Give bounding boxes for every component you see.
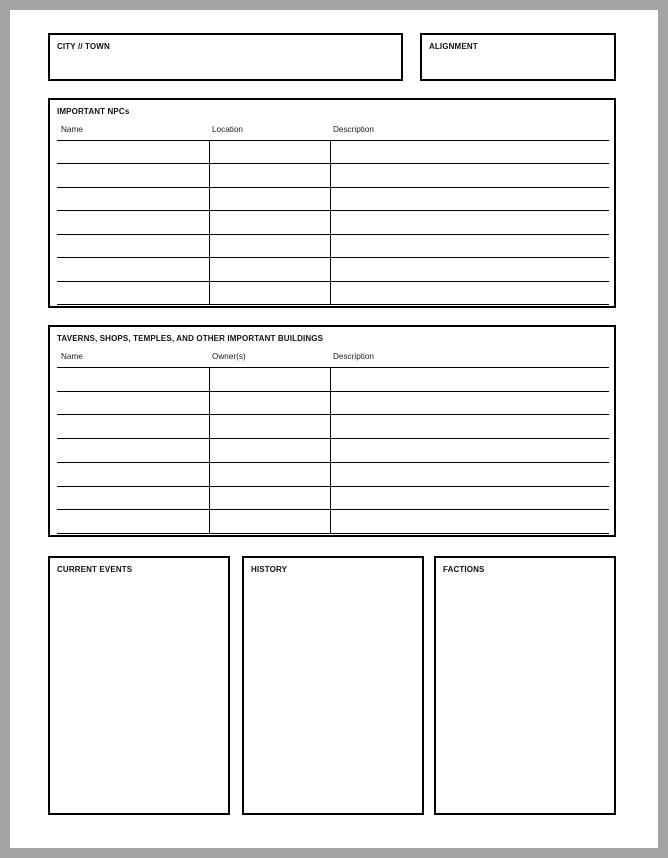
table-row[interactable] bbox=[57, 486, 609, 487]
table-row[interactable] bbox=[57, 304, 609, 305]
important-npcs-label: IMPORTANT NPCs bbox=[57, 106, 130, 116]
header-underline bbox=[57, 367, 609, 368]
npc-column-header-name: Name bbox=[61, 125, 83, 134]
table-row[interactable] bbox=[57, 163, 609, 164]
sheet-page bbox=[10, 10, 658, 848]
buildings-column-header-description: Description bbox=[333, 352, 374, 361]
factions-panel[interactable] bbox=[434, 556, 616, 815]
buildings-column-header-name: Name bbox=[61, 352, 83, 361]
table-row[interactable] bbox=[57, 210, 609, 211]
important-npcs-table bbox=[57, 122, 609, 304]
buildings-label: TAVERNS, SHOPS, TEMPLES, AND OTHER IMPORTANT BUILDINGS bbox=[57, 333, 324, 343]
table-row[interactable] bbox=[57, 438, 609, 439]
important-npcs-section bbox=[48, 98, 616, 308]
city-town-field[interactable] bbox=[48, 33, 403, 81]
current-events-label: CURRENT EVENTS bbox=[57, 564, 133, 574]
buildings-table-grid[interactable] bbox=[57, 367, 609, 533]
alignment-label: ALIGNMENT bbox=[429, 41, 478, 51]
buildings-table bbox=[57, 349, 609, 533]
alignment-field[interactable] bbox=[420, 33, 616, 81]
table-row[interactable] bbox=[57, 187, 609, 188]
npc-column-header-location: Location bbox=[212, 125, 243, 134]
table-row[interactable] bbox=[57, 509, 609, 510]
npc-column-headers bbox=[57, 122, 609, 140]
table-row[interactable] bbox=[57, 281, 609, 282]
factions-label: FACTIONS bbox=[443, 564, 485, 574]
header-underline bbox=[57, 140, 609, 141]
table-row[interactable] bbox=[57, 391, 609, 392]
npc-table-grid[interactable] bbox=[57, 140, 609, 304]
current-events-panel[interactable] bbox=[48, 556, 230, 815]
table-row[interactable] bbox=[57, 462, 609, 463]
table-row[interactable] bbox=[57, 533, 609, 534]
table-row[interactable] bbox=[57, 234, 609, 235]
buildings-section bbox=[48, 325, 616, 537]
buildings-column-header-owners: Owner(s) bbox=[212, 352, 246, 361]
npc-column-header-description: Description bbox=[333, 125, 374, 134]
history-panel[interactable] bbox=[242, 556, 424, 815]
table-row[interactable] bbox=[57, 414, 609, 415]
column-divider-2 bbox=[330, 140, 331, 304]
table-row[interactable] bbox=[57, 257, 609, 258]
history-label: HISTORY bbox=[251, 564, 288, 574]
city-town-label: CITY // TOWN bbox=[57, 41, 110, 51]
buildings-column-headers bbox=[57, 349, 609, 367]
column-divider-1 bbox=[209, 140, 210, 304]
